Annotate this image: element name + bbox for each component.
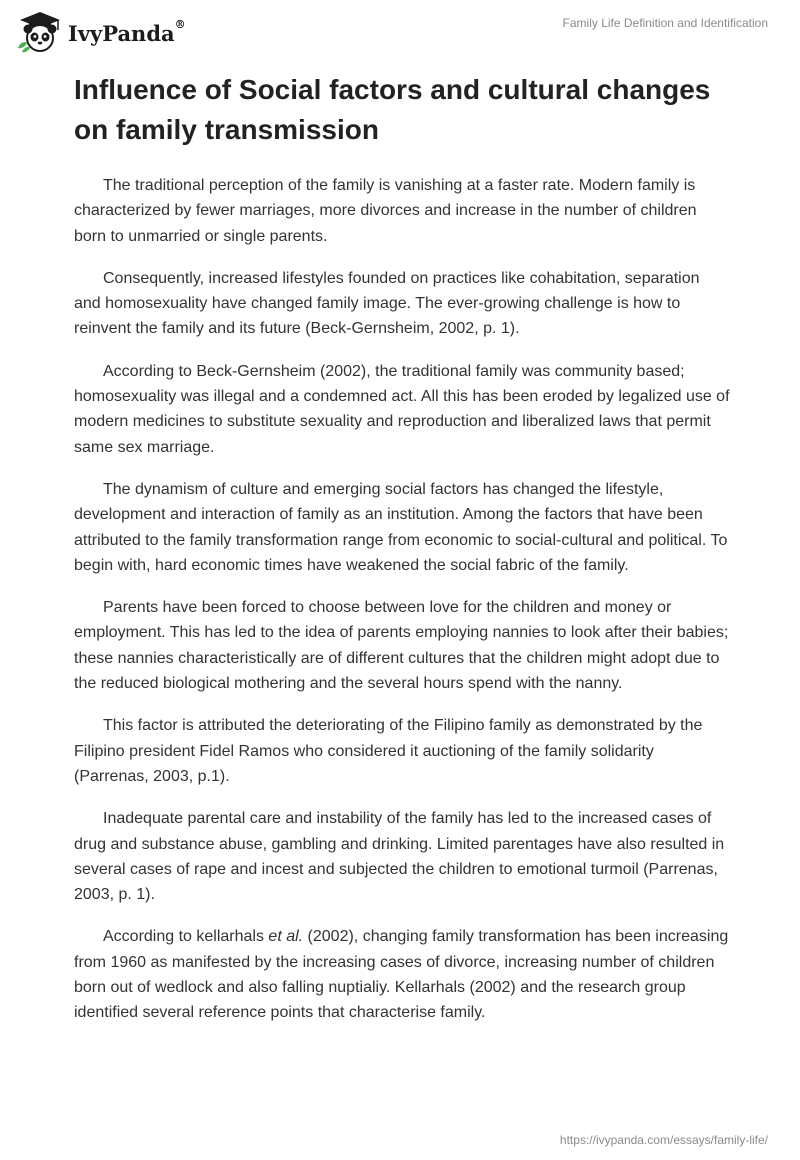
paragraph: According to Beck-Gernsheim (2002), the traditional family was community based; homosexuality was illegal and a condemned act. All this has been eroded by legalized use of modern medicines to substitute sexuality and reproduction and liberalized laws that permit same sex marriage. — [74, 362, 730, 456]
paragraph: Inadequate parental care and instability of the family has led to the increased cases of drug and substance abuse, gambling and drinking. Limited parentages have also resulted in several cases of rape and incest and subjected the children to emotional turmoil (Parrenas, 2003, p. 1). — [74, 810, 725, 904]
paragraph: Parents have been forced to choose between love for the children and money or employment. This has led to the idea of parents employing nannies to look after their babies; these nannies characteristically are of different cultures that the children might adopt due to the reduced biological mothering and the several hours spend with the nanny. — [74, 599, 729, 693]
ivypanda-logo[interactable] — [14, 8, 186, 54]
paragraph-last — [74, 924, 730, 1025]
article-title: Influence of Social factors and cultural changes on family transmission — [74, 74, 711, 145]
paragraph-text: According to kellarhals — [103, 928, 269, 946]
document-title: Family Life Definition and Identification — [562, 16, 768, 30]
source-url[interactable]: https://ivypanda.com/essays/family-life/ — [559, 1133, 768, 1147]
article-body — [74, 173, 730, 1026]
logo-wordmark: IvyPanda® — [68, 17, 186, 46]
page-header — [0, 0, 800, 60]
paragraph-italic: et al. — [268, 928, 304, 946]
paragraph-text: (2002), changing family transformation has been increasing from 1960 as manifested by the increasing cases of divorce, increasing number of children born out of wedlock and also falling nuptialiy. Kellarhals (2002) and the research group identified several reference points that characterise family. — [74, 928, 729, 1022]
paragraph: The dynamism of culture and emerging social factors has changed the lifestyle, development and interaction of family as an institution. Among the factors that have been attributed to the family transformation range from economic to social-cultural and political. To begin with, hard economic times have weakened the social fabric of the family. — [74, 480, 728, 574]
paragraph: The traditional perception of the family is vanishing at a faster rate. Modern family is characterized by fewer marriages, more divorces and increase in the number of children born to unmarried or single parents. — [74, 177, 697, 245]
panda-graduation-icon — [14, 8, 66, 54]
article — [74, 70, 730, 1043]
paragraph: This factor is attributed the deteriorating of the Filipino family as demonstrated by the Filipino president Fidel Ramos who considered it auctioning of the family solidarity (Parrenas, 2003, p.1). — [74, 717, 703, 785]
paragraph: Consequently, increased lifestyles founded on practices like cohabitation, separation and homosexuality have changed family image. The ever-growing challenge is how to reinvent the family and its future (Beck-Gernsheim, 2002, p. 1). — [74, 269, 700, 338]
